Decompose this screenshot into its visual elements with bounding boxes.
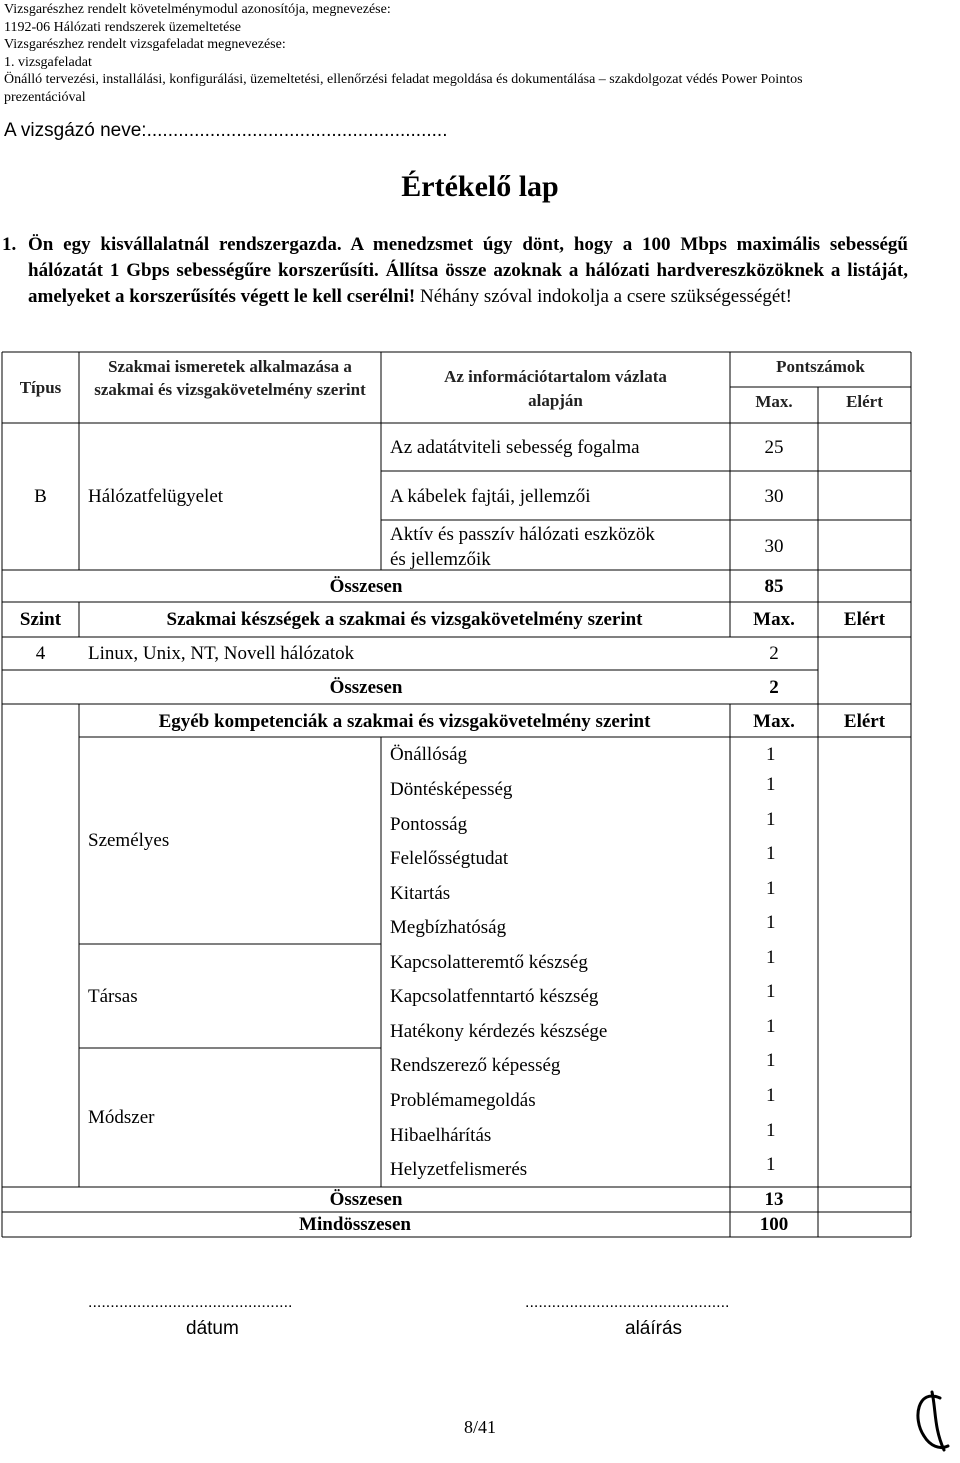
skill-max: 2	[769, 643, 779, 664]
col-max-header: Max.	[755, 392, 793, 411]
skill-label: Linux, Unix, NT, Novell hálózatok	[88, 643, 355, 664]
competence-max: 1	[766, 912, 776, 933]
total-label: Összesen	[329, 677, 403, 698]
col-achieved-header: Elért	[843, 711, 886, 732]
competence-max: 1	[766, 809, 776, 830]
date-line: ..............................................	[88, 1294, 293, 1311]
header-line: Vizsgarészhez rendelt követelménymodul azonosítója, megnevezése:	[4, 2, 391, 17]
competence-max: 1	[766, 981, 776, 1002]
level-value: 4	[35, 643, 46, 664]
type-value: B	[34, 486, 47, 507]
item-label: Az adatátviteli sebesség fogalma	[390, 437, 640, 458]
candidate-name: A vizsgázó neve:.........................................................	[4, 120, 448, 141]
group-name: Társas	[88, 986, 138, 1007]
competence-max: 1	[766, 1050, 776, 1071]
page-title: Értékelő lap	[401, 170, 559, 203]
competence-label: Döntésképesség	[390, 779, 513, 800]
signature-line: ..............................................	[525, 1294, 730, 1311]
total-max: 13	[764, 1189, 784, 1210]
item-label: Aktív és passzív hálózati eszközök	[390, 524, 655, 545]
task-text-tail: Néhány szóval indokolja a csere szükségességét!	[420, 286, 792, 307]
competence-label: Megbízhatóság	[390, 917, 507, 938]
competence-label: Hibaelhárítás	[390, 1125, 492, 1146]
col-competence-header: Egyéb kompetenciák a szakmai és vizsgakövetelmény szerint	[158, 711, 651, 732]
competence-max: 1	[766, 1120, 776, 1141]
header-line: 1192-06 Hálózati rendszerek üzemeltetése	[4, 19, 241, 35]
area-value: Hálózatfelügyelet	[88, 486, 224, 507]
header-line: Vizsgarészhez rendelt vizsgafeladat megnevezése:	[4, 37, 286, 53]
header-line: 1. vizsgafeladat	[4, 54, 92, 70]
competence-max: 1	[766, 947, 776, 968]
competence-label: Problémamegoldás	[390, 1090, 536, 1111]
grand-total-max: 100	[759, 1214, 789, 1235]
competence-max: 1	[766, 774, 776, 795]
item-max: 25	[764, 437, 784, 458]
competence-label: Kitartás	[390, 883, 451, 904]
col-skills-header: Szakmai készségek a szakmai és vizsgakövetelmény szerint	[166, 609, 643, 630]
task-number: 1.	[2, 234, 17, 255]
group-name: Módszer	[88, 1107, 155, 1128]
col-achieved-header: Elért	[846, 392, 883, 411]
total-max: 2	[769, 677, 779, 698]
page-number: 8/41	[463, 1417, 496, 1437]
competence-label: Pontosság	[390, 814, 468, 835]
competence-max: 1	[766, 878, 776, 899]
competence-label: Rendszerező képesség	[390, 1055, 561, 1076]
item-max: 30	[764, 536, 784, 557]
competence-label: Felelősségtudat	[390, 848, 509, 869]
competence-label: Helyzetfelismerés	[390, 1159, 528, 1180]
competence-max: 1	[766, 1085, 776, 1106]
col-knowledge-header: Szakmai ismeretek alkalmazása a szakmai és vizsgakövetelmény szerint	[94, 357, 366, 399]
signature-label: aláírás	[625, 1318, 683, 1339]
total-max: 85	[764, 576, 784, 597]
header-line: Önálló tervezési, installálási, konfigurálási, üzemeltetési, ellenőrzési feladat megoldása és dokumentálása – szakdolgozat védés Power Pointos	[4, 72, 803, 88]
total-label: Összesen	[329, 576, 403, 597]
col-points-header: Pontszámok	[776, 357, 865, 376]
competence-max: 1	[766, 1154, 776, 1175]
col-achieved-header: Elért	[843, 609, 886, 630]
group-name: Személyes	[88, 830, 170, 851]
col-info-header-2: alapján	[528, 391, 583, 410]
header-line: prezentációval	[4, 89, 86, 105]
competence-label: Kapcsolatfenntartó készség	[390, 986, 599, 1007]
date-label: dátum	[186, 1318, 239, 1339]
col-max-header: Max.	[753, 609, 795, 630]
item-label: A kábelek fajtái, jellemzői	[390, 486, 591, 507]
col-level-header: Szint	[19, 609, 62, 630]
competence-label: Hatékony kérdezés készsége	[390, 1021, 608, 1042]
competence-max: 1	[766, 843, 776, 864]
col-type-header: Típus	[19, 378, 62, 397]
total-label: Összesen	[329, 1189, 403, 1210]
grand-total-label: Mindösszesen	[299, 1214, 411, 1235]
competence-label: Kapcsolatteremtő készség	[390, 952, 588, 973]
item-max: 30	[764, 486, 784, 507]
competence-label: Önállóság	[390, 744, 468, 765]
competence-max: 1	[766, 1016, 776, 1037]
task-text: Ön egy kisvállalatnál rendszergazda. A menedzsmet úgy dönt, hogy a 100 Mbps maximális sebességű hálózatát 1 Gbps sebességűre korszerűsíti. Állítsa össze azoknak a hálózati hardvereszközöknek a listáját, amelyeket a korszerűsítés végett le kell cserélni!	[28, 234, 908, 307]
col-max-header: Max.	[753, 711, 795, 732]
col-info-header: Az információtartalom vázlata	[444, 367, 667, 386]
item-label-2: és jellemzőik	[390, 549, 491, 569]
competence-max: 1	[766, 744, 776, 765]
